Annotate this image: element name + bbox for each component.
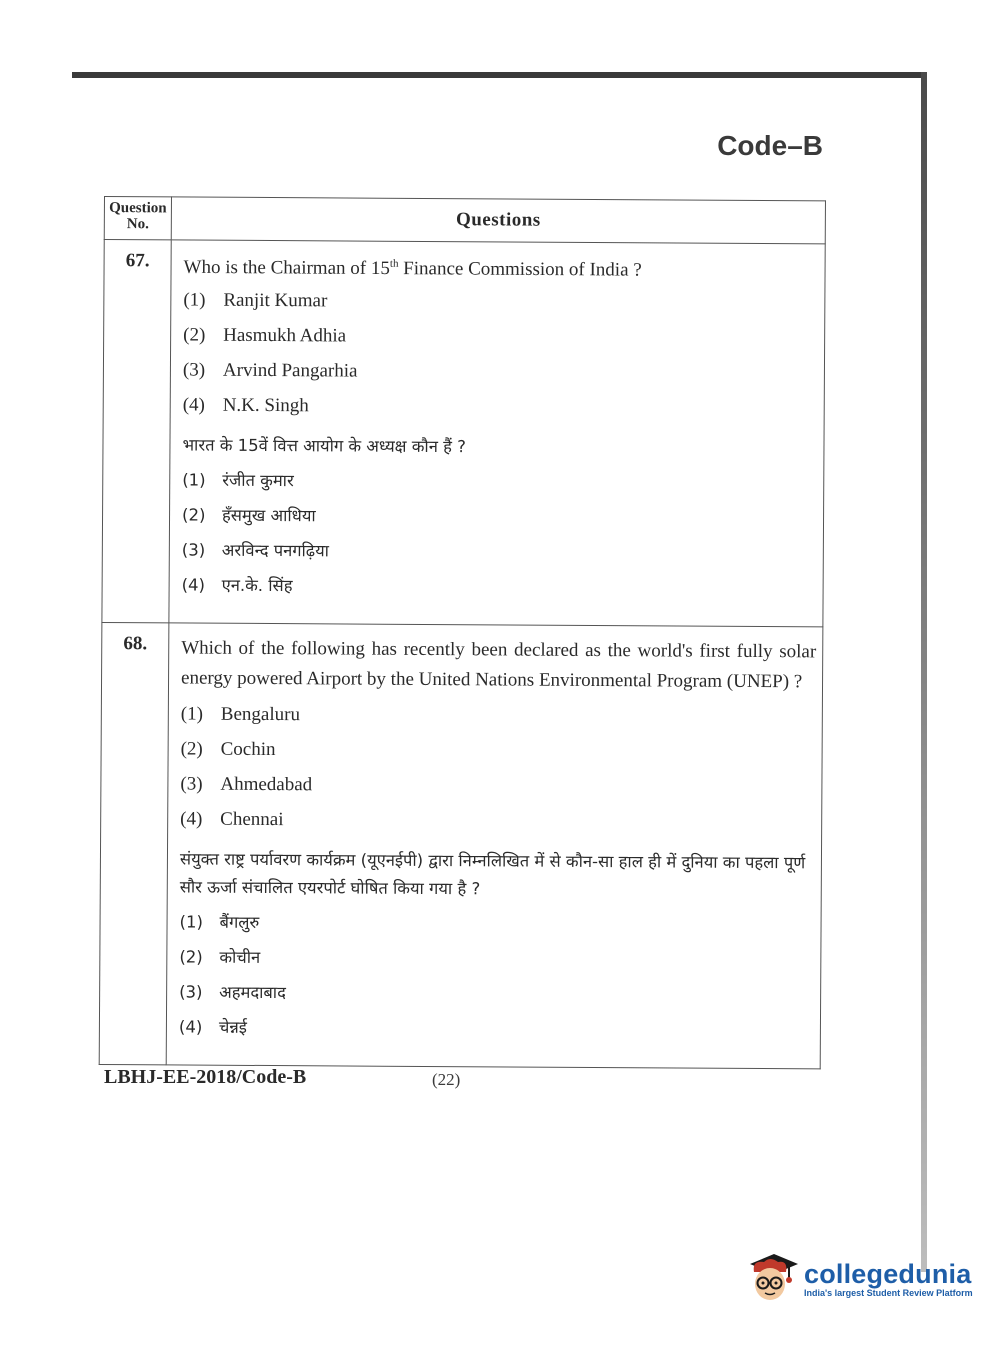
superscript: th — [389, 257, 399, 270]
option-number: (4) — [180, 808, 203, 830]
option-hi — [182, 539, 817, 578]
option-text: Chennai — [220, 809, 284, 831]
option-en — [183, 359, 818, 398]
question-text-hi: भारत के 15वें वित्त आयोग के अध्यक्ष कौन हैं ? — [182, 435, 466, 457]
option-en — [183, 394, 818, 433]
option-number: (3) — [181, 540, 206, 560]
option-en — [180, 773, 815, 812]
question-number: 68. — [99, 623, 169, 1065]
option-hi — [182, 504, 817, 543]
brand-name: collegedunia — [804, 1258, 972, 1289]
page-number: (22) — [432, 1070, 461, 1089]
question-table — [99, 196, 826, 1070]
right-edge-shadow — [921, 72, 927, 1272]
option-text: अहमदाबाद — [219, 983, 286, 1003]
option-en — [180, 808, 815, 847]
option-text: बैंगलुरु — [219, 913, 260, 933]
brand-tagline: India's largest Student Review Platform — [804, 1287, 973, 1298]
option-number: (4) — [178, 1017, 203, 1037]
option-number: (4) — [182, 394, 205, 416]
option-text: अरविन्द पनगढ़िया — [221, 541, 330, 561]
option-number: (3) — [179, 982, 203, 1002]
option-en — [183, 289, 818, 328]
mascot-logo-icon — [744, 1250, 800, 1306]
option-text: Ahmedabad — [220, 774, 313, 796]
option-hi — [182, 469, 817, 508]
column-header-question-no: Question No. — [104, 197, 171, 240]
option-en — [180, 738, 815, 777]
brand-watermark[interactable] — [744, 1250, 973, 1306]
option-text: एन.के. सिंह — [221, 576, 293, 596]
option-number: (4) — [181, 575, 206, 595]
option-en — [183, 324, 818, 363]
option-text: रंजीत कुमार — [222, 471, 294, 491]
question-text-en — [183, 250, 818, 283]
option-number: (1) — [183, 289, 206, 311]
paper-code-label: Code–B — [717, 130, 823, 161]
option-number: (1) — [179, 912, 203, 932]
question-row — [102, 240, 825, 628]
option-number: (2) — [180, 738, 203, 760]
option-hi — [179, 946, 814, 985]
option-text: Cochin — [220, 739, 276, 761]
option-number: (1) — [180, 703, 204, 725]
question-number: 67. — [102, 240, 171, 624]
option-number: (2) — [183, 324, 206, 346]
option-number: (2) — [179, 947, 203, 967]
question-body — [169, 240, 825, 627]
question-text-en: Which of the following has recently been declared as the world's first fully solar energy powered Airport by the United Nations Environmental Program (UNEP) ? — [180, 637, 817, 693]
option-hi — [181, 574, 816, 613]
option-text: Arvind Pangarhia — [222, 360, 358, 382]
option-text: कोचीन — [219, 948, 261, 968]
option-text: चेन्नई — [218, 1018, 247, 1038]
footer-paper-code: LBHJ-EE-2018/Code-B — [104, 1066, 307, 1088]
option-hi — [179, 1016, 814, 1055]
question-body — [166, 623, 823, 1069]
option-number: (1) — [182, 470, 206, 490]
question-row — [99, 623, 823, 1069]
option-number: (2) — [181, 505, 206, 525]
option-text: Ranjit Kumar — [223, 290, 328, 312]
column-header-questions: Questions — [171, 197, 825, 244]
option-hi — [179, 911, 814, 950]
option-text: N.K. Singh — [222, 395, 309, 417]
option-number: (3) — [182, 359, 206, 381]
option-hi — [179, 981, 814, 1020]
question-text-hi: संयुक्त राष्ट्र पर्यावरण कार्यक्रम (यूएनईपी) द्वारा निम्नलिखित में से कौन-सा हाल ही में दुनिया का पहला पूर्ण सौर ऊर्जा संचालित एयरपोर्ट घोषित किया गया है ? — [179, 849, 806, 899]
top-rule — [72, 72, 927, 78]
option-number: (3) — [180, 773, 203, 795]
option-text: Bengaluru — [220, 704, 301, 726]
question-text-part: Who is the Chairman of 15 — [183, 256, 390, 280]
option-text: Hasmukh Adhia — [223, 325, 347, 347]
question-text-part: Finance Commission of India ? — [398, 258, 642, 281]
option-en — [181, 703, 816, 742]
option-text: हँसमुख आधिया — [221, 506, 316, 526]
